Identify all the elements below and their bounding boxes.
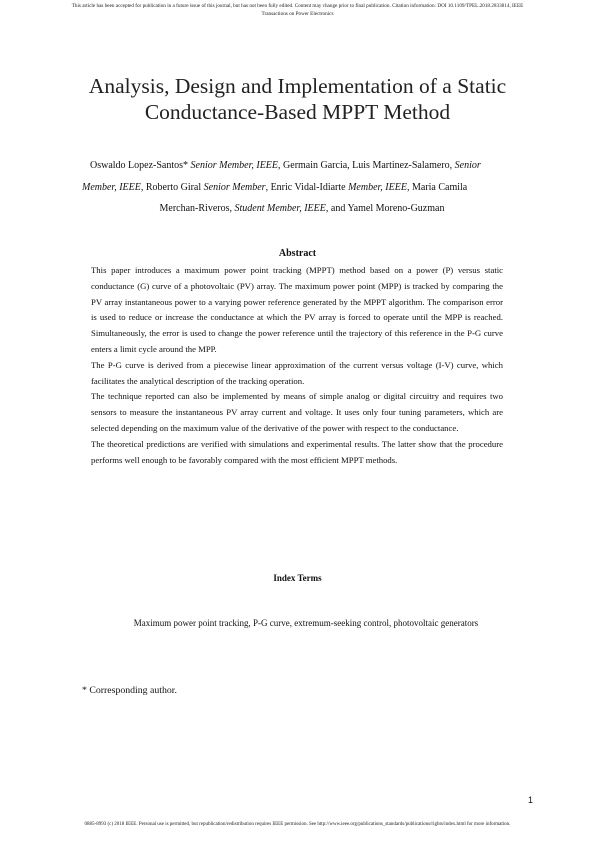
author-affiliation: Senior <box>454 160 481 171</box>
running-header-line-1: This article has been accepted for publication in a future issue of this journal, but has not been fully edited. Content may change prior to final publication. Citation information: DOI 10.1109/TPEL.2018.2833814, IEEE <box>71 3 524 9</box>
author-name: , Enric Vidal-Idiarte <box>265 181 349 193</box>
abstract-body <box>91 263 503 468</box>
copyright-footer: 0885-8993 (c) 2018 IEEE. Personal use is permitted, but republication/redistribution requires IEEE permission. See http://www.ieee.org/publications_standards/publications/rights/index.html for more information. <box>84 822 511 827</box>
author-affiliation: Student Member, IEEE, <box>234 203 329 214</box>
author-line-1 <box>82 155 522 177</box>
abstract-paragraph: The P-G curve is derived from a piecewise linear approximation of the current versus voltage (I-V) curve, which facilitates the analytical description of the tracking operation. <box>91 359 503 386</box>
abstract-paragraph: This paper introduces a maximum power point tracking (MPPT) method based on a power (P) versus static conductance (G) curve of a photovoltaic (PV) array. The maximum power point (MPP) is tracked by comparing the PV array instantaneous power to a varying power reference generated by the MPPT algorithm. The comparison error is used to reduce or increase the conductance at which the PV array is forced to operate until the MPP is reached. Simultaneously, the error is used to change the power reference until the trajectory of this reference in the P-G curve enters a limit cycle around the MPP. <box>91 265 503 354</box>
author-name: , Germain Garcia, Luis Martinez-Salamero, <box>278 160 455 171</box>
index-terms-keywords: Maximum power point tracking, P-G curve, extremum-seeking control, photovoltaic generators <box>133 618 479 628</box>
abstract-paragraph: The theoretical predictions are verified with simulations and experimental results. The latter show that the procedure performs well enough to be favorably compared with the most efficient MPPT methods. <box>91 438 503 465</box>
paper-title <box>40 73 555 125</box>
running-header <box>0 3 595 18</box>
author-name: , Roberto Giral <box>140 181 204 193</box>
abstract-paragraph: The technique reported can also be implemented by means of simple analog or digital circuitry and requires two sensors to measure the instantaneous PV array current and voltage. It uses only four tuning parameters, which are selected depending on the maximum value of the derivative of the power with respect to the conductance. <box>91 391 503 433</box>
author-affiliation: Member, IEEE <box>82 181 141 193</box>
paper-title-line-1: Analysis, Design and Implementation of a Static <box>88 74 507 98</box>
author-line-2 <box>82 177 522 199</box>
page-number: 1 <box>528 795 534 805</box>
abstract-heading: Abstract <box>278 248 317 259</box>
paper-title-line-2: Conductance-Based MPPT Method <box>144 100 451 124</box>
index-terms-heading: Index Terms <box>273 573 322 583</box>
author-affiliation: Member, IEEE, <box>348 181 410 193</box>
author-list <box>82 155 522 220</box>
running-header-line-2: Transactions on Power Electronics <box>261 10 334 17</box>
author-affiliation: Senior Member, IEEE <box>188 160 279 171</box>
author-name: Maria Camila <box>409 181 468 193</box>
author-name: and Yamel Moreno-Guzman <box>328 203 445 214</box>
author-line-3 <box>82 198 522 220</box>
author-affiliation: Senior Member <box>203 181 266 193</box>
author-name: Oswaldo Lopez-Santos* <box>90 160 189 171</box>
author-name: Merchan-Riveros, <box>159 203 235 214</box>
corresponding-author-footnote: * Corresponding author. <box>82 685 177 696</box>
